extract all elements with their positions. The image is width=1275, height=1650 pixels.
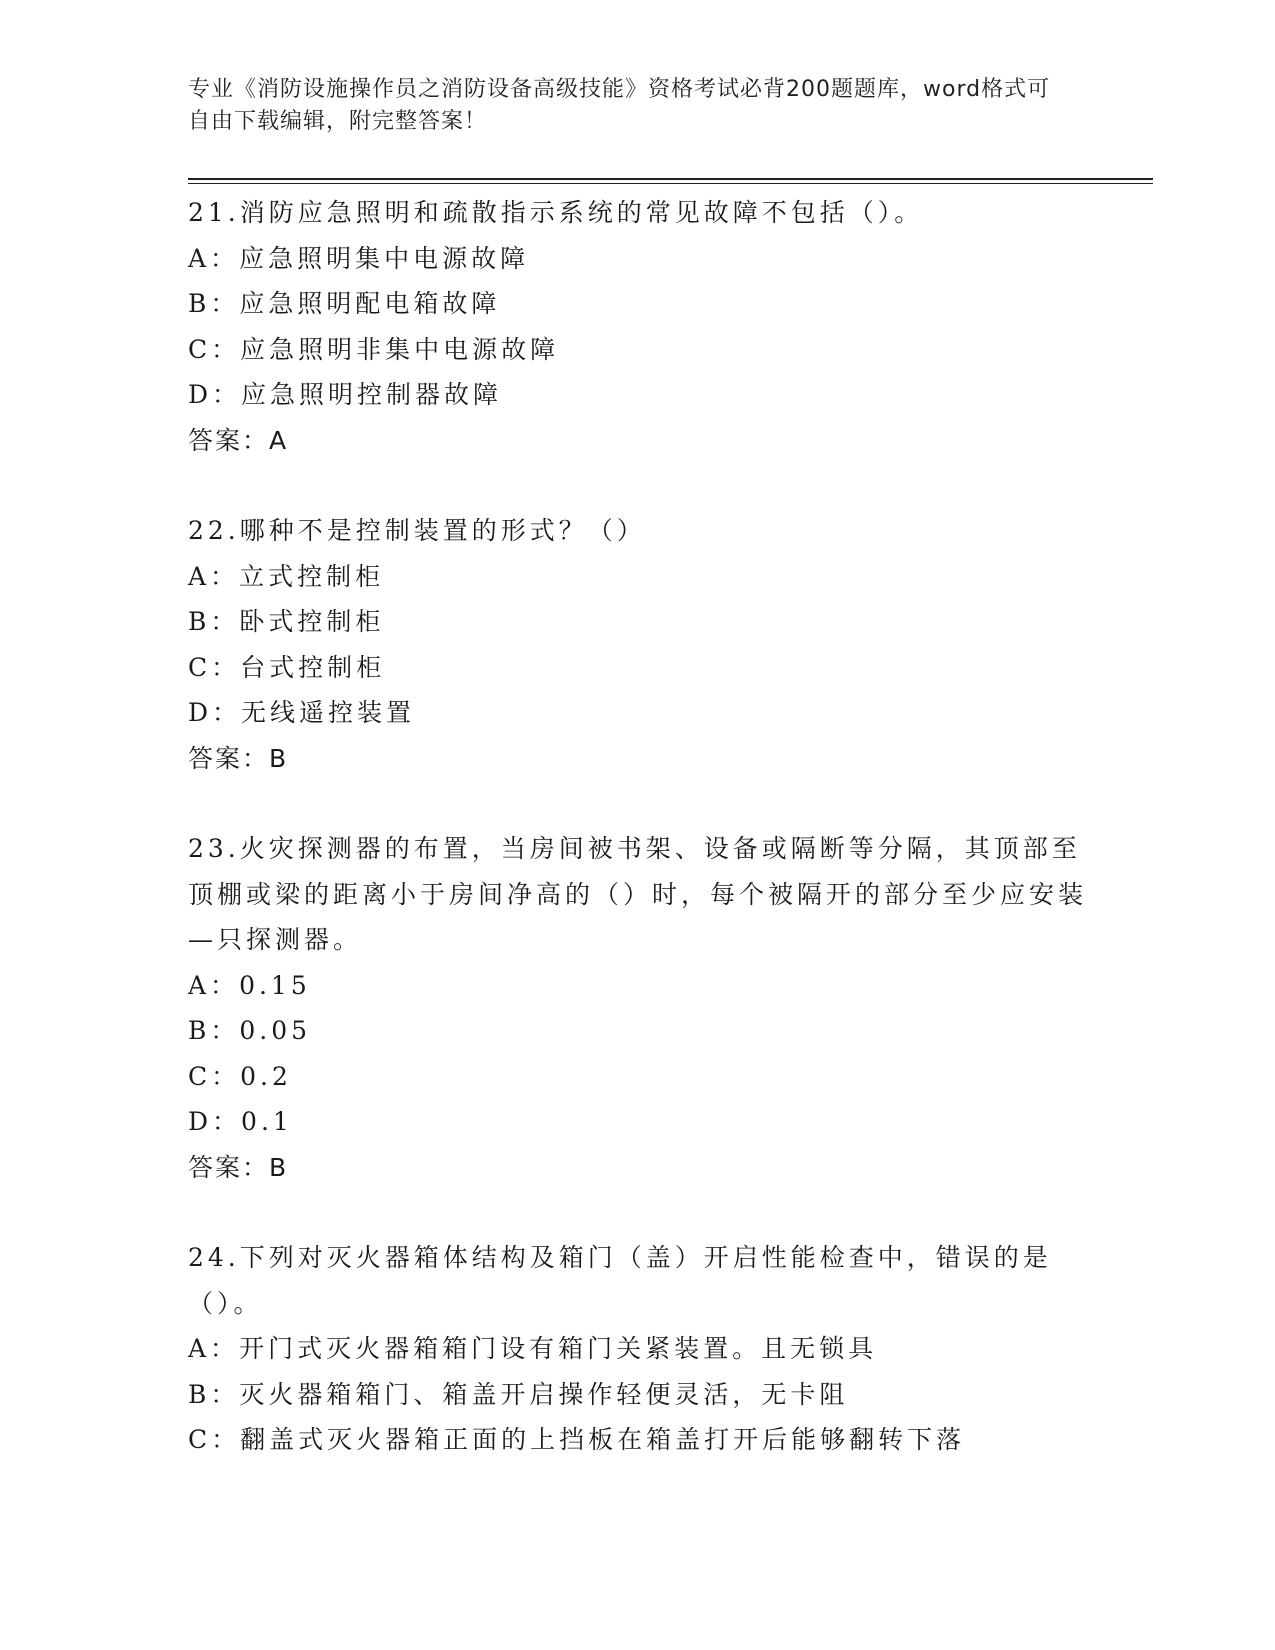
- option-key: B：: [188, 289, 240, 318]
- option-key: A：: [188, 970, 240, 1000]
- option-text: 0.15: [239, 970, 311, 1000]
- question-24: [188, 1235, 1088, 1463]
- option-a: [188, 963, 1088, 1009]
- option-key: D：: [188, 380, 242, 409]
- answer-line: 答案：A: [188, 425, 289, 455]
- option-c: [188, 1054, 1088, 1100]
- option-key: D：: [188, 698, 242, 727]
- question-23: [188, 826, 1088, 1190]
- option-text: 应急照明集中电源故障: [239, 243, 530, 273]
- option-b: [188, 1372, 1088, 1418]
- option-key: B：: [188, 1379, 240, 1409]
- option-text: 0.2: [240, 1061, 292, 1091]
- option-key: C：: [188, 1061, 241, 1091]
- option-c: [188, 327, 1088, 373]
- option-text: 无线遥控装置: [241, 698, 416, 727]
- option-d: [188, 690, 1088, 736]
- option-c: [188, 645, 1088, 691]
- option-b: [188, 1008, 1088, 1054]
- option-text: 卧式控制柜: [239, 607, 385, 636]
- option-key: C：: [188, 1425, 241, 1454]
- question-22: [188, 508, 1088, 781]
- option-key: A：: [188, 561, 240, 591]
- option-key: C：: [188, 652, 241, 682]
- option-key: B：: [188, 607, 240, 636]
- question-stem: 22.哪种不是控制装置的形式？（）: [188, 516, 646, 545]
- question-list: [188, 190, 1088, 1508]
- option-key: A：: [188, 243, 240, 273]
- option-d: [188, 372, 1088, 418]
- option-key: C：: [188, 334, 241, 364]
- option-text: 灭火器箱箱门、箱盖开启操作轻便灵活，无卡阻: [239, 1379, 849, 1409]
- option-text: 应急照明控制器故障: [241, 380, 503, 409]
- document-header: 专业《消防设施操作员之消防设备高级技能》资格考试必背200题题库，word格式可自由下载编辑，附完整答案！: [188, 77, 1051, 134]
- option-a: [188, 236, 1088, 282]
- option-b: [188, 599, 1088, 645]
- header-rule-thin: [188, 183, 1153, 184]
- option-text: 立式控制柜: [239, 561, 385, 591]
- option-text: 0.1: [241, 1107, 293, 1136]
- option-key: B：: [188, 1016, 240, 1045]
- option-key: D：: [188, 1107, 242, 1136]
- option-text: 翻盖式灭火器箱正面的上挡板在箱盖打开后能够翻转下落: [240, 1425, 966, 1454]
- option-b: [188, 281, 1088, 327]
- option-d: [188, 1099, 1088, 1145]
- question-stem: 24.下列对灭火器箱体结构及箱门（盖）开启性能检查中，错误的是（）。: [188, 1243, 1052, 1318]
- option-a: [188, 554, 1088, 600]
- option-key: A：: [188, 1334, 240, 1363]
- option-text: 应急照明非集中电源故障: [240, 334, 560, 364]
- header-rule-thick: [188, 178, 1153, 180]
- question-stem: 23.火灾探测器的布置，当房间被书架、设备或隔断等分隔，其顶部至顶棚或梁的距离小于房间净高的（）时，每个被隔开的部分至少应安装—只探测器。: [188, 834, 1088, 954]
- option-text: 台式控制柜: [240, 652, 386, 682]
- question-21: [188, 190, 1088, 463]
- question-stem: 21.消防应急照明和疏散指示系统的常见故障不包括（）。: [188, 198, 924, 227]
- option-text: 0.05: [239, 1016, 312, 1045]
- answer-line: 答案：B: [188, 743, 289, 773]
- option-text: 开门式灭火器箱箱门设有箱门关紧装置。且无锁具: [239, 1334, 878, 1363]
- option-text: 应急照明配电箱故障: [239, 289, 501, 318]
- option-c: [188, 1417, 1088, 1463]
- option-a: [188, 1326, 1088, 1372]
- answer-line: 答案：B: [188, 1152, 289, 1182]
